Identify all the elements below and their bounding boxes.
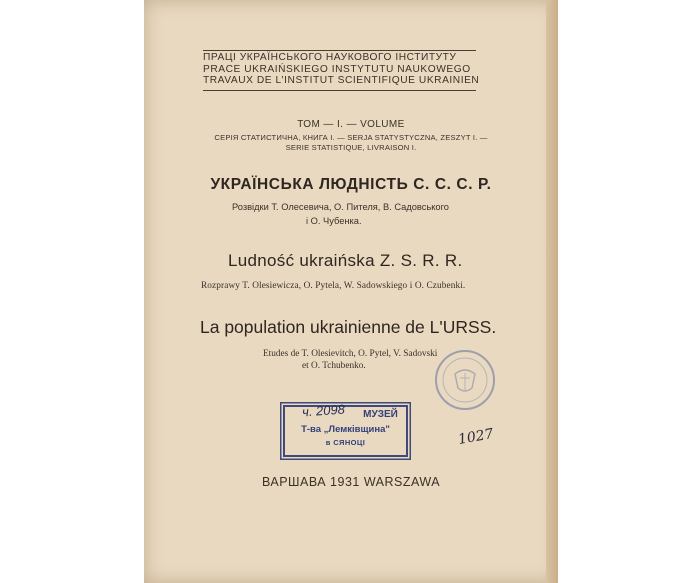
authors-french-line1: Etudes de T. Olesievitch, O. Pytel, V. Sadovski [263, 349, 438, 359]
series-header [203, 52, 479, 87]
circular-seal-stamp [432, 348, 498, 412]
authors-french-line2: et O. Tchubenko. [302, 361, 366, 371]
authors-ukrainian-line1: Розвідки Т. Олесевича, О. Пителя, В. Садовського [232, 202, 449, 212]
series-line-1: СЕРІЯ СТАТИСТИЧНА, КНИГА І. — SERJA STATYSTYCZNA, ZESZYT I. — [214, 133, 488, 142]
page-edge [546, 0, 558, 583]
stamp-line-2: Т-ва „Лемківщина" [301, 424, 390, 435]
book-page [144, 0, 558, 583]
series-line-2: SERIE STATISTIQUE, LIVRAISON I. [285, 143, 417, 152]
header-rule-bottom [203, 90, 476, 91]
imprint: ВАРШАВА 1931 WARSZAWA [261, 475, 441, 489]
authors-polish: Rozprawy T. Olesiewicza, O. Pytela, W. Sadowskiego i O. Czubenki. [201, 281, 466, 291]
title-ukrainian: УКРАЇНСЬКА ЛЮДНІСТЬ С. С. С. Р. [210, 176, 492, 193]
volume-line: ТОМ — I. — VOLUME [297, 119, 405, 130]
header-rule-top [203, 50, 476, 51]
authors-ukrainian-line2: і О. Чубенка. [306, 216, 362, 226]
stamp-line-1: МУЗЕЙ [363, 409, 398, 420]
handwritten-number: 1027 [456, 426, 495, 448]
series-line-pl: PRACE UKRAIŃSKIEGO INSTYTUTU NAUKOWEGO [203, 63, 471, 75]
title-polish: Ludność ukraińska Z. S. R. R. [228, 251, 463, 270]
series-line-fr: TRAVAUX DE L'INSTITUT SCIENTIFIQUE UKRAINIEN [203, 75, 480, 86]
stamp-line-3: в СЯНОЦІ [325, 438, 366, 447]
stamp-inventory-number: ч. 2098 [301, 401, 346, 420]
series-line-uk: ПРАЦІ УКРАЇНСЬКОГО НАУКОВОГО ІНСТИТУТУ [203, 52, 457, 63]
title-french: La population ukrainienne de L'URSS. [200, 317, 497, 337]
